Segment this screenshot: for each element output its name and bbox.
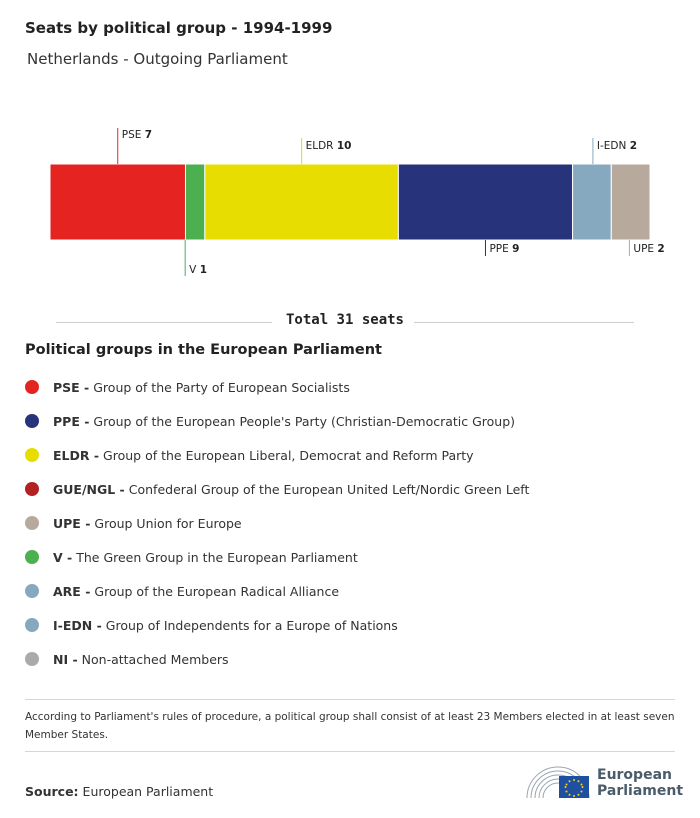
- legend-dot-icon: [25, 482, 39, 496]
- legend-desc: Group Union for Europe: [94, 515, 242, 531]
- legend-item: [25, 438, 529, 472]
- divider-bottom: [25, 751, 675, 752]
- seats-stacked-bar-chart: [0, 120, 700, 290]
- chart-title: Seats by political group - 1994-1999: [25, 19, 333, 37]
- chart-subtitle: Netherlands - Outgoing Parliament: [27, 50, 288, 68]
- bar-segment-v: [185, 164, 204, 240]
- legend-list: [25, 370, 529, 676]
- legend-item: [25, 540, 529, 574]
- legend-dot-icon: [25, 652, 39, 666]
- hemicycle-flag-icon: [525, 762, 595, 802]
- logo-line-2: Parliament: [597, 783, 684, 799]
- legend-abbr: NI -: [53, 651, 78, 667]
- segment-label-pse: PSE 7: [121, 129, 153, 141]
- legend-dot-icon: [25, 618, 39, 632]
- segment-label-upe: UPE 2: [633, 243, 665, 255]
- legend-abbr: PPE -: [53, 413, 90, 429]
- legend-dot-icon: [25, 448, 39, 462]
- legend-item: [25, 370, 529, 404]
- legend-item: [25, 404, 529, 438]
- legend-title: Political groups in the European Parliament: [25, 342, 382, 358]
- legend-desc: Group of the European Radical Alliance: [94, 583, 340, 599]
- legend-desc: Group of the Party of European Socialists: [93, 379, 350, 395]
- legend-abbr: PSE -: [53, 379, 90, 395]
- legend-abbr: V -: [53, 549, 73, 565]
- segment-label-ppe: PPE 9: [489, 243, 520, 255]
- segment-label-v: V 1: [189, 264, 208, 276]
- source-label: Source:: [25, 784, 79, 799]
- legend-item: [25, 506, 529, 540]
- legend-dot-icon: [25, 584, 39, 598]
- source-value: European Parliament: [82, 784, 214, 799]
- legend-desc: The Green Group in the European Parliament: [76, 549, 358, 565]
- legend-dot-icon: [25, 414, 39, 428]
- legend-abbr: I-EDN -: [53, 617, 102, 633]
- legend-item: [25, 642, 529, 676]
- legend-abbr: UPE -: [53, 515, 91, 531]
- legend-desc: Confederal Group of the European United Left/Nordic Green Left: [128, 481, 530, 497]
- footnote: According to Parliament's rules of procedure, a political group shall consist of at least 23 Members elected in at least seven Member States.: [25, 711, 675, 741]
- bar-segment-upe: [611, 164, 650, 240]
- bar-segment-ppe: [398, 164, 572, 240]
- segment-label-eldr: ELDR 10: [305, 140, 352, 152]
- legend-dot-icon: [25, 380, 39, 394]
- european-parliament-logo: [525, 762, 684, 802]
- logo-line-1: European: [597, 767, 672, 783]
- legend-abbr: ARE -: [53, 583, 91, 599]
- source-line: [25, 784, 213, 799]
- legend-desc: Non-attached Members: [81, 651, 229, 667]
- bar-segment-pse: [50, 164, 185, 240]
- segment-label-i-edn: I-EDN 2: [596, 140, 638, 152]
- divider-top: [25, 699, 675, 700]
- legend-desc: Group of the European Liberal, Democrat and Reform Party: [103, 447, 474, 463]
- bar-segment-i-edn: [573, 164, 612, 240]
- legend-abbr: GUE/NGL -: [53, 481, 125, 497]
- legend-desc: Group of the European People's Party (Christian-Democratic Group): [93, 413, 516, 429]
- legend-dot-icon: [25, 516, 39, 530]
- legend-item: [25, 608, 529, 642]
- total-seats-label: Total 31 seats: [276, 312, 414, 328]
- legend-item: [25, 472, 529, 506]
- legend-dot-icon: [25, 550, 39, 564]
- legend-abbr: ELDR -: [53, 447, 100, 463]
- legend-item: [25, 574, 529, 608]
- total-seats-row: [56, 312, 634, 332]
- bar-segment-eldr: [205, 164, 399, 240]
- legend-desc: Group of Independents for a Europe of Nations: [105, 617, 398, 633]
